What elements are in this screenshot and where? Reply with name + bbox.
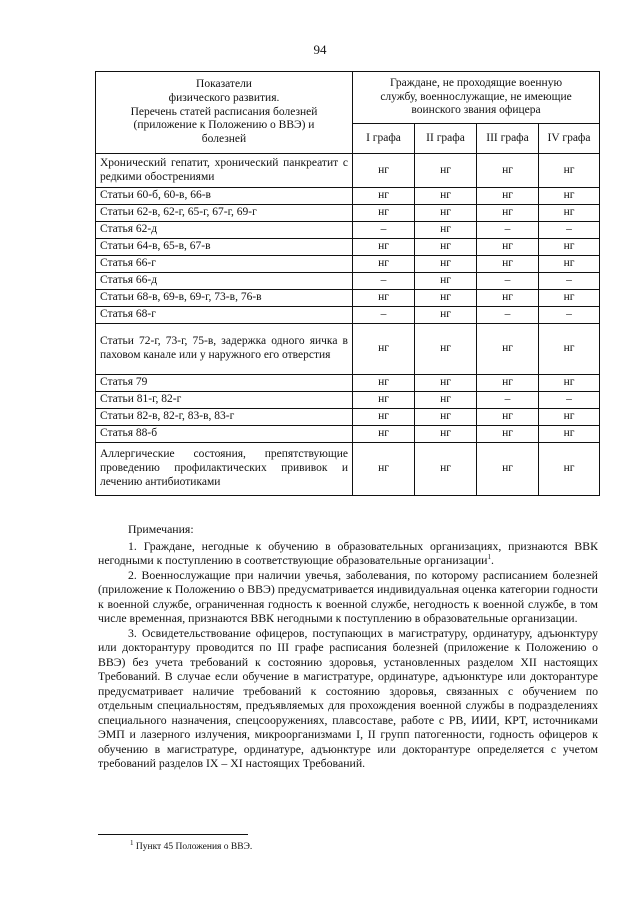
- row-value: нг: [415, 392, 477, 409]
- header-line: физического развития.: [168, 91, 280, 104]
- row-value: нг: [353, 375, 415, 392]
- row-value: –: [477, 307, 539, 324]
- note-3: 3. Освидетельствование офицеров, поступающих в магистратуру, ординатуру, адъюнктуру или докторантуру проводится по III графе расписания болезней (приложение к Положению о ВВЭ) без учета требований к состоянию здоровья, установленных разделом XII настоящих Требований. В случае если обучение в магистратуре, ординатуре, адъюнктуре или докторантуре предусматривает наличие требований к состоянию здоровья, связанных с обучением по отдельным специальностям, предъявляемых для прохождения военной службы в подразделениях специального назначения, спецсооружениях, плавсоставе, работе с РВ, ИИИ, КРТ, источниками ЭМП и лазерного излучения, микроорганизмами I, II групп патогенности, годность офицеров к обучению в магистратуре, ординатуре, адъюнктуре или докторантуре определяется с учетом требований разделов IX – XI настоящих Требований.: [98, 625, 598, 770]
- row-value: нг: [477, 443, 539, 496]
- row-value: нг: [415, 426, 477, 443]
- table-row: [96, 239, 600, 256]
- row-value: нг: [539, 188, 600, 205]
- row-value: нг: [353, 256, 415, 273]
- column-header-3: III графа: [477, 124, 539, 154]
- row-value: –: [477, 392, 539, 409]
- row-value: –: [539, 392, 600, 409]
- row-value: нг: [477, 375, 539, 392]
- row-value: нг: [539, 205, 600, 222]
- row-value: нг: [353, 392, 415, 409]
- table-row: [96, 273, 600, 290]
- footnote: [130, 839, 252, 852]
- footnote-ref: 1: [487, 553, 491, 562]
- notes-section: [98, 522, 598, 771]
- row-value: нг: [477, 188, 539, 205]
- row-name: Статья 68-г: [96, 307, 353, 324]
- row-value: нг: [539, 409, 600, 426]
- row-value: нг: [477, 409, 539, 426]
- table-row: [96, 222, 600, 239]
- table-row: [96, 324, 600, 375]
- note-1: [98, 539, 598, 568]
- row-value: нг: [539, 154, 600, 188]
- note-2: 2. Военнослужащие при наличии увечья, заболевания, по которому расписанием болезней (приложение к Положению о ВВЭ) предусматривается индивидуальная оценка категории годности к военной службе, ограниченная годность к военной службе, негодность к военной службе, в том числе временная, признаются ВВК негодными к поступлению в образовательные организации.: [98, 567, 598, 625]
- column-header-4: IV графа: [539, 124, 600, 154]
- row-name: Статьи 60-б, 60-в, 66-в: [96, 188, 353, 205]
- row-value: нг: [415, 324, 477, 375]
- row-value: нг: [477, 154, 539, 188]
- footnote-mark: 1: [130, 839, 134, 847]
- row-name: Статья 88-б: [96, 426, 353, 443]
- header-line: Перечень статей расписания болезней: [130, 105, 318, 118]
- row-name: Статья 62-д: [96, 222, 353, 239]
- table-row: [96, 154, 600, 188]
- header-citizens-group: [353, 72, 600, 124]
- row-name: Статья 66-д: [96, 273, 353, 290]
- row-value: нг: [415, 222, 477, 239]
- row-name: Статьи 72-г, 73-г, 75-в, задержка одного яичка в паховом канале или у наружного его отверстия: [96, 324, 353, 375]
- row-value: –: [477, 222, 539, 239]
- row-value: нг: [477, 324, 539, 375]
- row-value: нг: [353, 154, 415, 188]
- row-value: –: [353, 222, 415, 239]
- row-value: нг: [415, 205, 477, 222]
- row-name: Статьи 82-в, 82-г, 83-в, 83-г: [96, 409, 353, 426]
- row-value: нг: [353, 239, 415, 256]
- table-row: [96, 409, 600, 426]
- row-value: нг: [415, 409, 477, 426]
- row-value: –: [539, 307, 600, 324]
- row-value: нг: [353, 205, 415, 222]
- row-value: нг: [539, 290, 600, 307]
- table-row: [96, 307, 600, 324]
- row-value: нг: [353, 443, 415, 496]
- row-value: нг: [539, 239, 600, 256]
- fitness-table: [95, 71, 600, 496]
- row-value: нг: [415, 273, 477, 290]
- row-value: нг: [539, 324, 600, 375]
- row-value: –: [353, 273, 415, 290]
- column-header-2: II графа: [415, 124, 477, 154]
- table-row: [96, 392, 600, 409]
- table-row: [96, 426, 600, 443]
- row-value: нг: [353, 290, 415, 307]
- note-1-end: .: [491, 553, 494, 567]
- header-line: (приложение к Положению о ВВЭ) и: [133, 119, 315, 132]
- table-row: [96, 205, 600, 222]
- row-name: Статьи 62-в, 62-г, 65-г, 67-г, 69-г: [96, 205, 353, 222]
- row-name: Статья 66-г: [96, 256, 353, 273]
- row-value: нг: [415, 188, 477, 205]
- column-header-1: I графа: [353, 124, 415, 154]
- row-value: нг: [415, 239, 477, 256]
- header-line: Показатели: [196, 78, 252, 90]
- header-line: службу, военнослужащие, не имеющие: [380, 90, 572, 103]
- header-line: воинского звания офицера: [411, 104, 541, 117]
- row-name: Статьи 81-г, 82-г: [96, 392, 353, 409]
- table-row: [96, 256, 600, 273]
- row-value: –: [539, 273, 600, 290]
- row-value: нг: [477, 256, 539, 273]
- row-value: нг: [539, 426, 600, 443]
- row-name: Статьи 64-в, 65-в, 67-в: [96, 239, 353, 256]
- row-value: нг: [353, 324, 415, 375]
- notes-title: Примечания:: [128, 522, 194, 536]
- row-name: Хронический гепатит, хронический панкреатит с редкими обострениями: [96, 154, 353, 188]
- table-row: [96, 443, 600, 496]
- row-value: –: [477, 273, 539, 290]
- page-number: 94: [313, 42, 327, 57]
- footnote-text: Пункт 45 Положения о ВВЭ.: [133, 842, 253, 853]
- row-value: нг: [539, 256, 600, 273]
- row-value: нг: [415, 154, 477, 188]
- row-value: нг: [415, 290, 477, 307]
- row-value: нг: [539, 375, 600, 392]
- header-line: болезней: [201, 133, 247, 146]
- row-name: Статьи 68-в, 69-в, 69-г, 73-в, 76-в: [96, 290, 353, 307]
- table-row: [96, 375, 600, 392]
- footnote-divider: [98, 834, 248, 835]
- row-value: –: [353, 307, 415, 324]
- row-value: нг: [353, 426, 415, 443]
- row-value: нг: [539, 443, 600, 496]
- row-value: нг: [477, 426, 539, 443]
- row-name: Статья 79: [96, 375, 353, 392]
- row-value: нг: [415, 307, 477, 324]
- note-1-text: 1. Граждане, негодные к обучению в образовательных организациях, признаются ВВК негодными к поступлению в соответствующие образовательные организации: [98, 538, 598, 567]
- row-value: нг: [477, 205, 539, 222]
- header-indicators: [96, 72, 353, 154]
- row-value: –: [539, 222, 600, 239]
- row-value: нг: [353, 188, 415, 205]
- row-name: Аллергические состояния, препятствующие проведению профилактических прививок и лечению антибиотиками: [96, 443, 353, 496]
- table-row: [96, 290, 600, 307]
- table-row: [96, 188, 600, 205]
- header-line: Граждане, не проходящие военную: [390, 76, 563, 89]
- row-value: нг: [477, 290, 539, 307]
- row-value: нг: [415, 443, 477, 496]
- row-value: нг: [477, 239, 539, 256]
- row-value: нг: [353, 409, 415, 426]
- row-value: нг: [415, 256, 477, 273]
- row-value: нг: [415, 375, 477, 392]
